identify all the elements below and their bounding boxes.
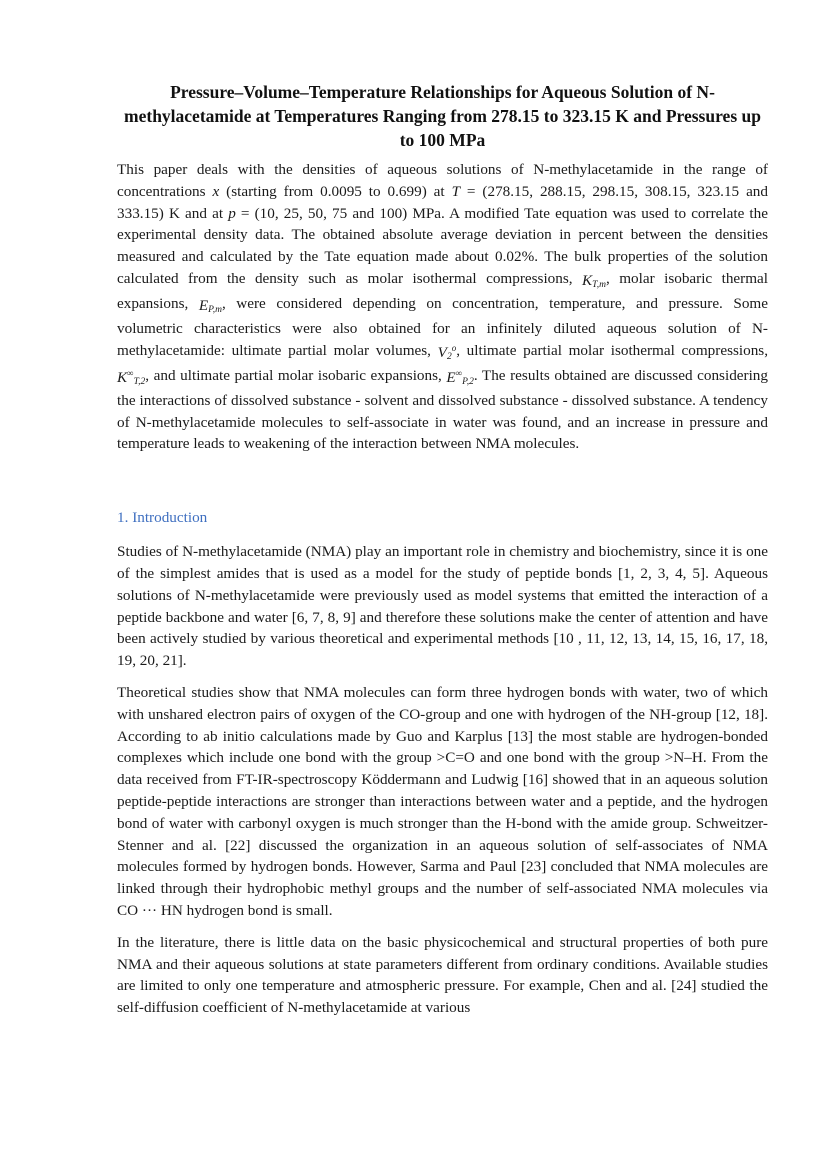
abstract-text-4: = (10, 25, 50, 75 and 100) MPa. A modified Tate equation was used to correlate the experimental density data. The obtained absolute average deviation in percent between the densities measured and calculated by the Tate equation made about 0.02%. The bulk properties of the solution calculated from the density such as molar isothermal compressions,: [117, 204, 768, 287]
symbol-E-P2-infinity: $E^\infty_{P,2}$: [446, 367, 474, 387]
abstract-text-8: , and ultimate partial molar isobaric expansions,: [145, 366, 447, 384]
abstract-text-2: (starting from 0.0095 to 0.699) at: [219, 182, 452, 200]
paper-page: [117, 80, 768, 1029]
abstract-text-1: This paper deals with the densities of aqueous solutions of N-methylacetamide in the range of concentrations: [117, 161, 768, 200]
abstract-text-7: , ultimate partial molar isothermal compressions,: [456, 341, 768, 359]
intro-paragraph-3: In the literature, there is little data on the basic physicochemical and structural properties of both pure NMA and their aqueous solutions at state parameters different from ordinary conditions. Available studies are limited to only one temperature and atmospheric pressure. For example, Chen and al. [24] studied the self-diffusion coefficient of N-methylacetamide at various: [117, 933, 768, 1017]
abstract-text-6: , were considered depending on concentration, temperature, and pressure. Some volumetric characteristics were also obtained for an infinitely diluted aqueous solution of N-methylacetamide: ultimate partial molar volumes,: [117, 294, 768, 359]
symbol-K-T2-infinity: $K^\infty_{T,2}$: [117, 367, 146, 387]
var-p: p: [228, 204, 236, 222]
abstract-text-9: . The results obtained are discussed considering the interactions of dissolved substance - solvent and dissolved substance - dissolved substance. A tendency of N-methylacetamide molecules to self-associate in water was found, and an increase in pressure and temperature leads to weakening of the interaction between NMA molecules.: [117, 366, 768, 453]
abstract: [117, 159, 768, 455]
intro-paragraph-1: Studies of N-methylacetamide (NMA) play an important role in chemistry and biochemistry, since it is one of the simplest amides that is used as a model for the study of peptide bonds [1, 2, 3, 4, 5]. Aqueous solutions of N-methylacetamide were previously used as model systems that emitted the interaction of a peptide backbone and water [6, 7, 8, 9] and therefore these solutions make the center of attention and have been actively studied by various theoretical and experimental methods [10 , 11, 12, 13, 14, 15, 16, 17, 18, 19, 20, 21].: [117, 543, 768, 670]
paper-title: Pressure–Volume–Temperature Relationships for Aqueous Solution of N-methylacetamide at Temperatures Ranging from 278.15 to 323.15 K and Pressures up to 100 MPa: [124, 82, 761, 150]
var-T: T: [451, 182, 461, 200]
symbol-V2-infinity: $V_2^o$: [437, 342, 457, 362]
section-heading-introduction: 1. Introduction: [117, 509, 208, 527]
intro-paragraph-2: Theoretical studies show that NMA molecules can form three hydrogen bonds with water, two of which with unshared electron pairs of oxygen of the CO-group and one with hydrogen of the NH-group [12, 18]. According to ab initio calculations made by Guo and Karplus [13] the most stable are hydrogen-bonded complexes which include one bond with the group >C=O and one bond with the group >N–H. From the data received from FT-IR-spectroscopy Köddermann and Ludwig [16] showed that in an aqueous solution peptide-peptide interactions are stronger than interactions between water and a peptide, and the hydrogen bond of water with carbonyl oxygen is much stronger than the H-bond with the amide group. Schweitzer-Stenner and al. [22] discussed the organization in an aqueous solution of self-associates of NMA molecules formed by hydrogen bonds. However, Sarma and Paul [23] concluded that NMA molecules are linked through their hydrophobic methyl groups and the number of self-associated NMA molecules via CO ··· HN hydrogen bond is small.: [117, 683, 768, 919]
abstract-text-5: , molar isobaric thermal expansions,: [117, 269, 769, 312]
var-x: x: [212, 182, 220, 200]
symbol-E-Pm: $E_{P,m}$: [198, 296, 222, 315]
symbol-K-Tm: $K_{T,m}$: [582, 271, 606, 290]
abstract-text-3: = (278.15, 288.15, 298.15, 308.15, 323.15 and 333.15) K and at: [117, 182, 768, 222]
